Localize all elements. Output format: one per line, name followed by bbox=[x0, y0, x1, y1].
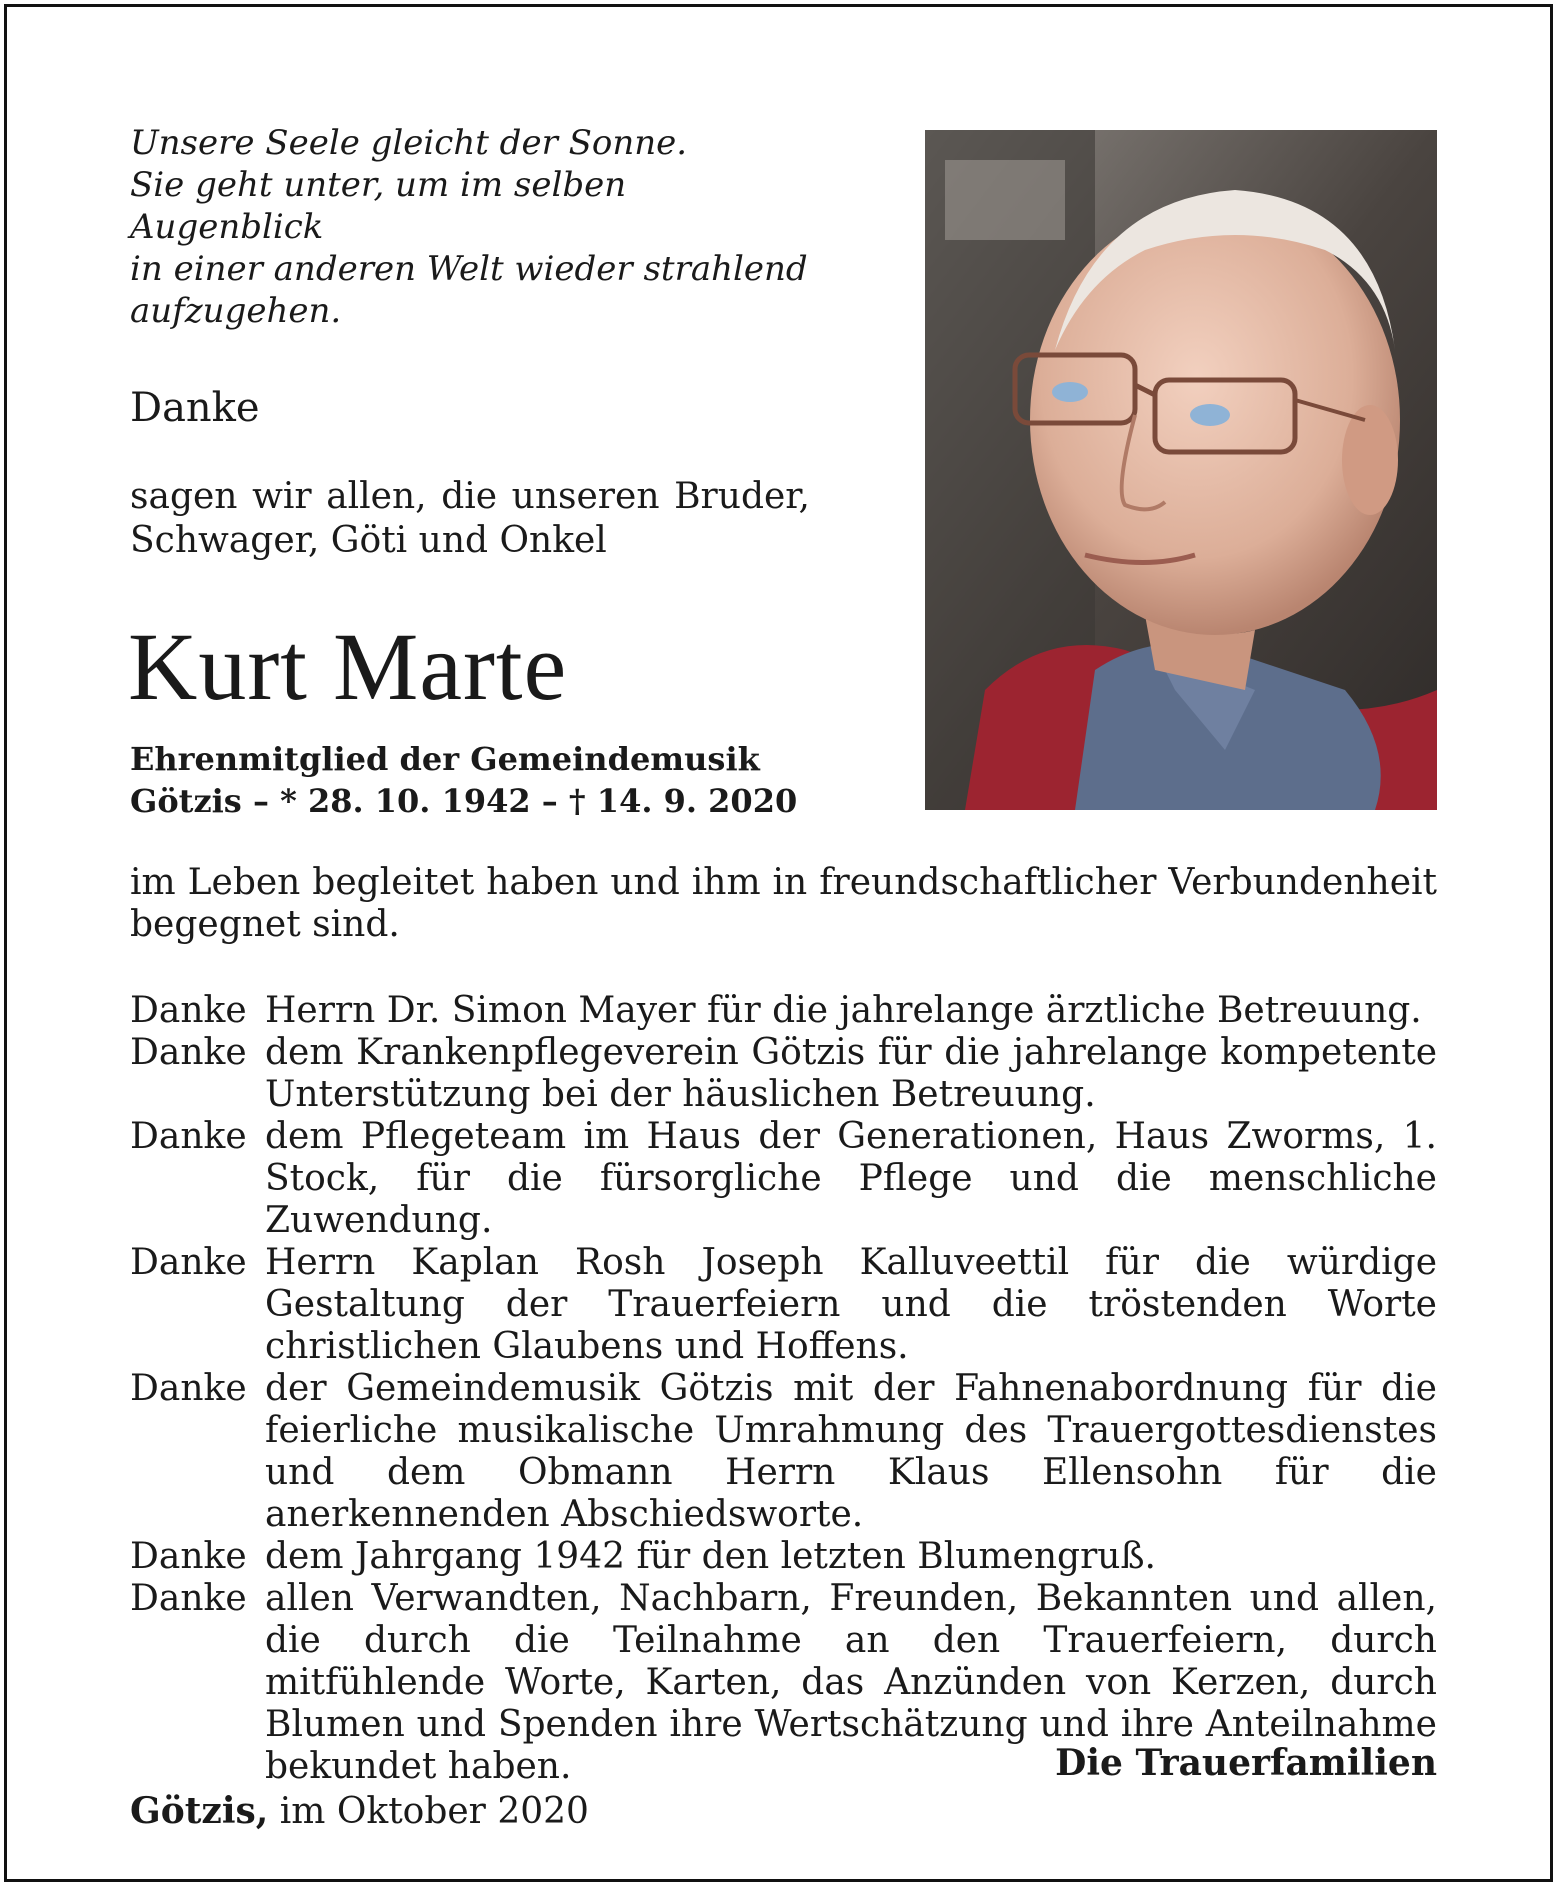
intro-text: sagen wir allen, die unseren Bruder, Schwager, Göti und Onkel bbox=[130, 476, 810, 561]
thanks-text: dem Jahrgang 1942 für den letzten Blumengruß. bbox=[265, 1536, 1156, 1577]
thanks-text: dem Pflegeteam im Haus der Generationen, Haus Zworms, 1. Stock, für die fürsorgliche Pflege und die menschliche Zuwendung. bbox=[265, 1116, 1437, 1241]
thanks-item bbox=[130, 1242, 1437, 1368]
thanks-word: Danke bbox=[130, 1578, 247, 1619]
thanks-list bbox=[130, 990, 1437, 1788]
motto-line: Unsere Seele gleicht der Sonne. bbox=[130, 123, 688, 163]
thanks-heading: Danke bbox=[130, 385, 260, 431]
thanks-word: Danke bbox=[130, 1032, 247, 1073]
portrait-photo bbox=[925, 130, 1437, 810]
honorary-title: Ehrenmitglied der Gemeindemusik bbox=[130, 740, 760, 778]
life-dates: Götzis – * 28. 10. 1942 – † 14. 9. 2020 bbox=[130, 782, 798, 820]
thanks-word: Danke bbox=[130, 1242, 247, 1283]
motto-line: aufzugehen. bbox=[130, 291, 342, 331]
place: Götzis, bbox=[130, 1790, 269, 1832]
thanks-item bbox=[130, 1116, 1437, 1242]
thanks-item bbox=[130, 1368, 1437, 1536]
body-text: im Leben begleitet haben und ihm in freundschaftlicher Verbundenheit begegnet sind. bbox=[130, 862, 1437, 945]
portrait-illustration bbox=[925, 130, 1437, 810]
thanks-text: dem Krankenpflegeverein Götzis für die jahrelange kompetente Unterstützung bei der häuslichen Betreuung. bbox=[265, 1032, 1437, 1115]
motto-verse bbox=[130, 122, 810, 332]
thanks-item bbox=[130, 1032, 1437, 1116]
thanks-text: Herrn Dr. Simon Mayer für die jahrelange ärztliche Betreuung. bbox=[265, 990, 1422, 1031]
thanks-text: der Gemeindemusik Götzis mit der Fahnenabordnung für die feierliche musikalische Umrahmung des Trauergottesdienstes und dem Obmann Herrn Klaus Ellensohn für die anerkennenden Abschiedsworte. bbox=[265, 1368, 1437, 1535]
thanks-text: Herrn Kaplan Rosh Joseph Kalluveettil für die würdige Gestaltung der Trauerfeiern und die tröstenden Worte christlichen Glaubens und Hoffens. bbox=[265, 1242, 1437, 1367]
place-date bbox=[130, 1790, 589, 1832]
thanks-text: allen Verwandten, Nachbarn, Freunden, Bekannten und allen, die durch die Teilnahme an den Trauerfeiern, durch mitfühlende Worte, Karten, das Anzünden von Kerzen, durch Blumen und Spenden ihre Wertschätzung und ihre Anteilnahme bekundet haben. bbox=[265, 1578, 1437, 1787]
deceased-name: Kurt Marte bbox=[128, 613, 568, 720]
thanks-word: Danke bbox=[130, 1368, 247, 1409]
date: im Oktober 2020 bbox=[279, 1791, 589, 1832]
thanks-word: Danke bbox=[130, 1116, 247, 1157]
thanks-word: Danke bbox=[130, 1536, 247, 1577]
signature: Die Trauerfamilien bbox=[1055, 1742, 1437, 1784]
thanks-word: Danke bbox=[130, 990, 247, 1031]
motto-line: Sie geht unter, um im selben Augenblick bbox=[130, 165, 627, 247]
motto-line: in einer anderen Welt wieder strahlend bbox=[130, 249, 808, 289]
thanks-item bbox=[130, 990, 1437, 1032]
thanks-item bbox=[130, 1536, 1437, 1578]
name-subtitle bbox=[130, 738, 830, 822]
